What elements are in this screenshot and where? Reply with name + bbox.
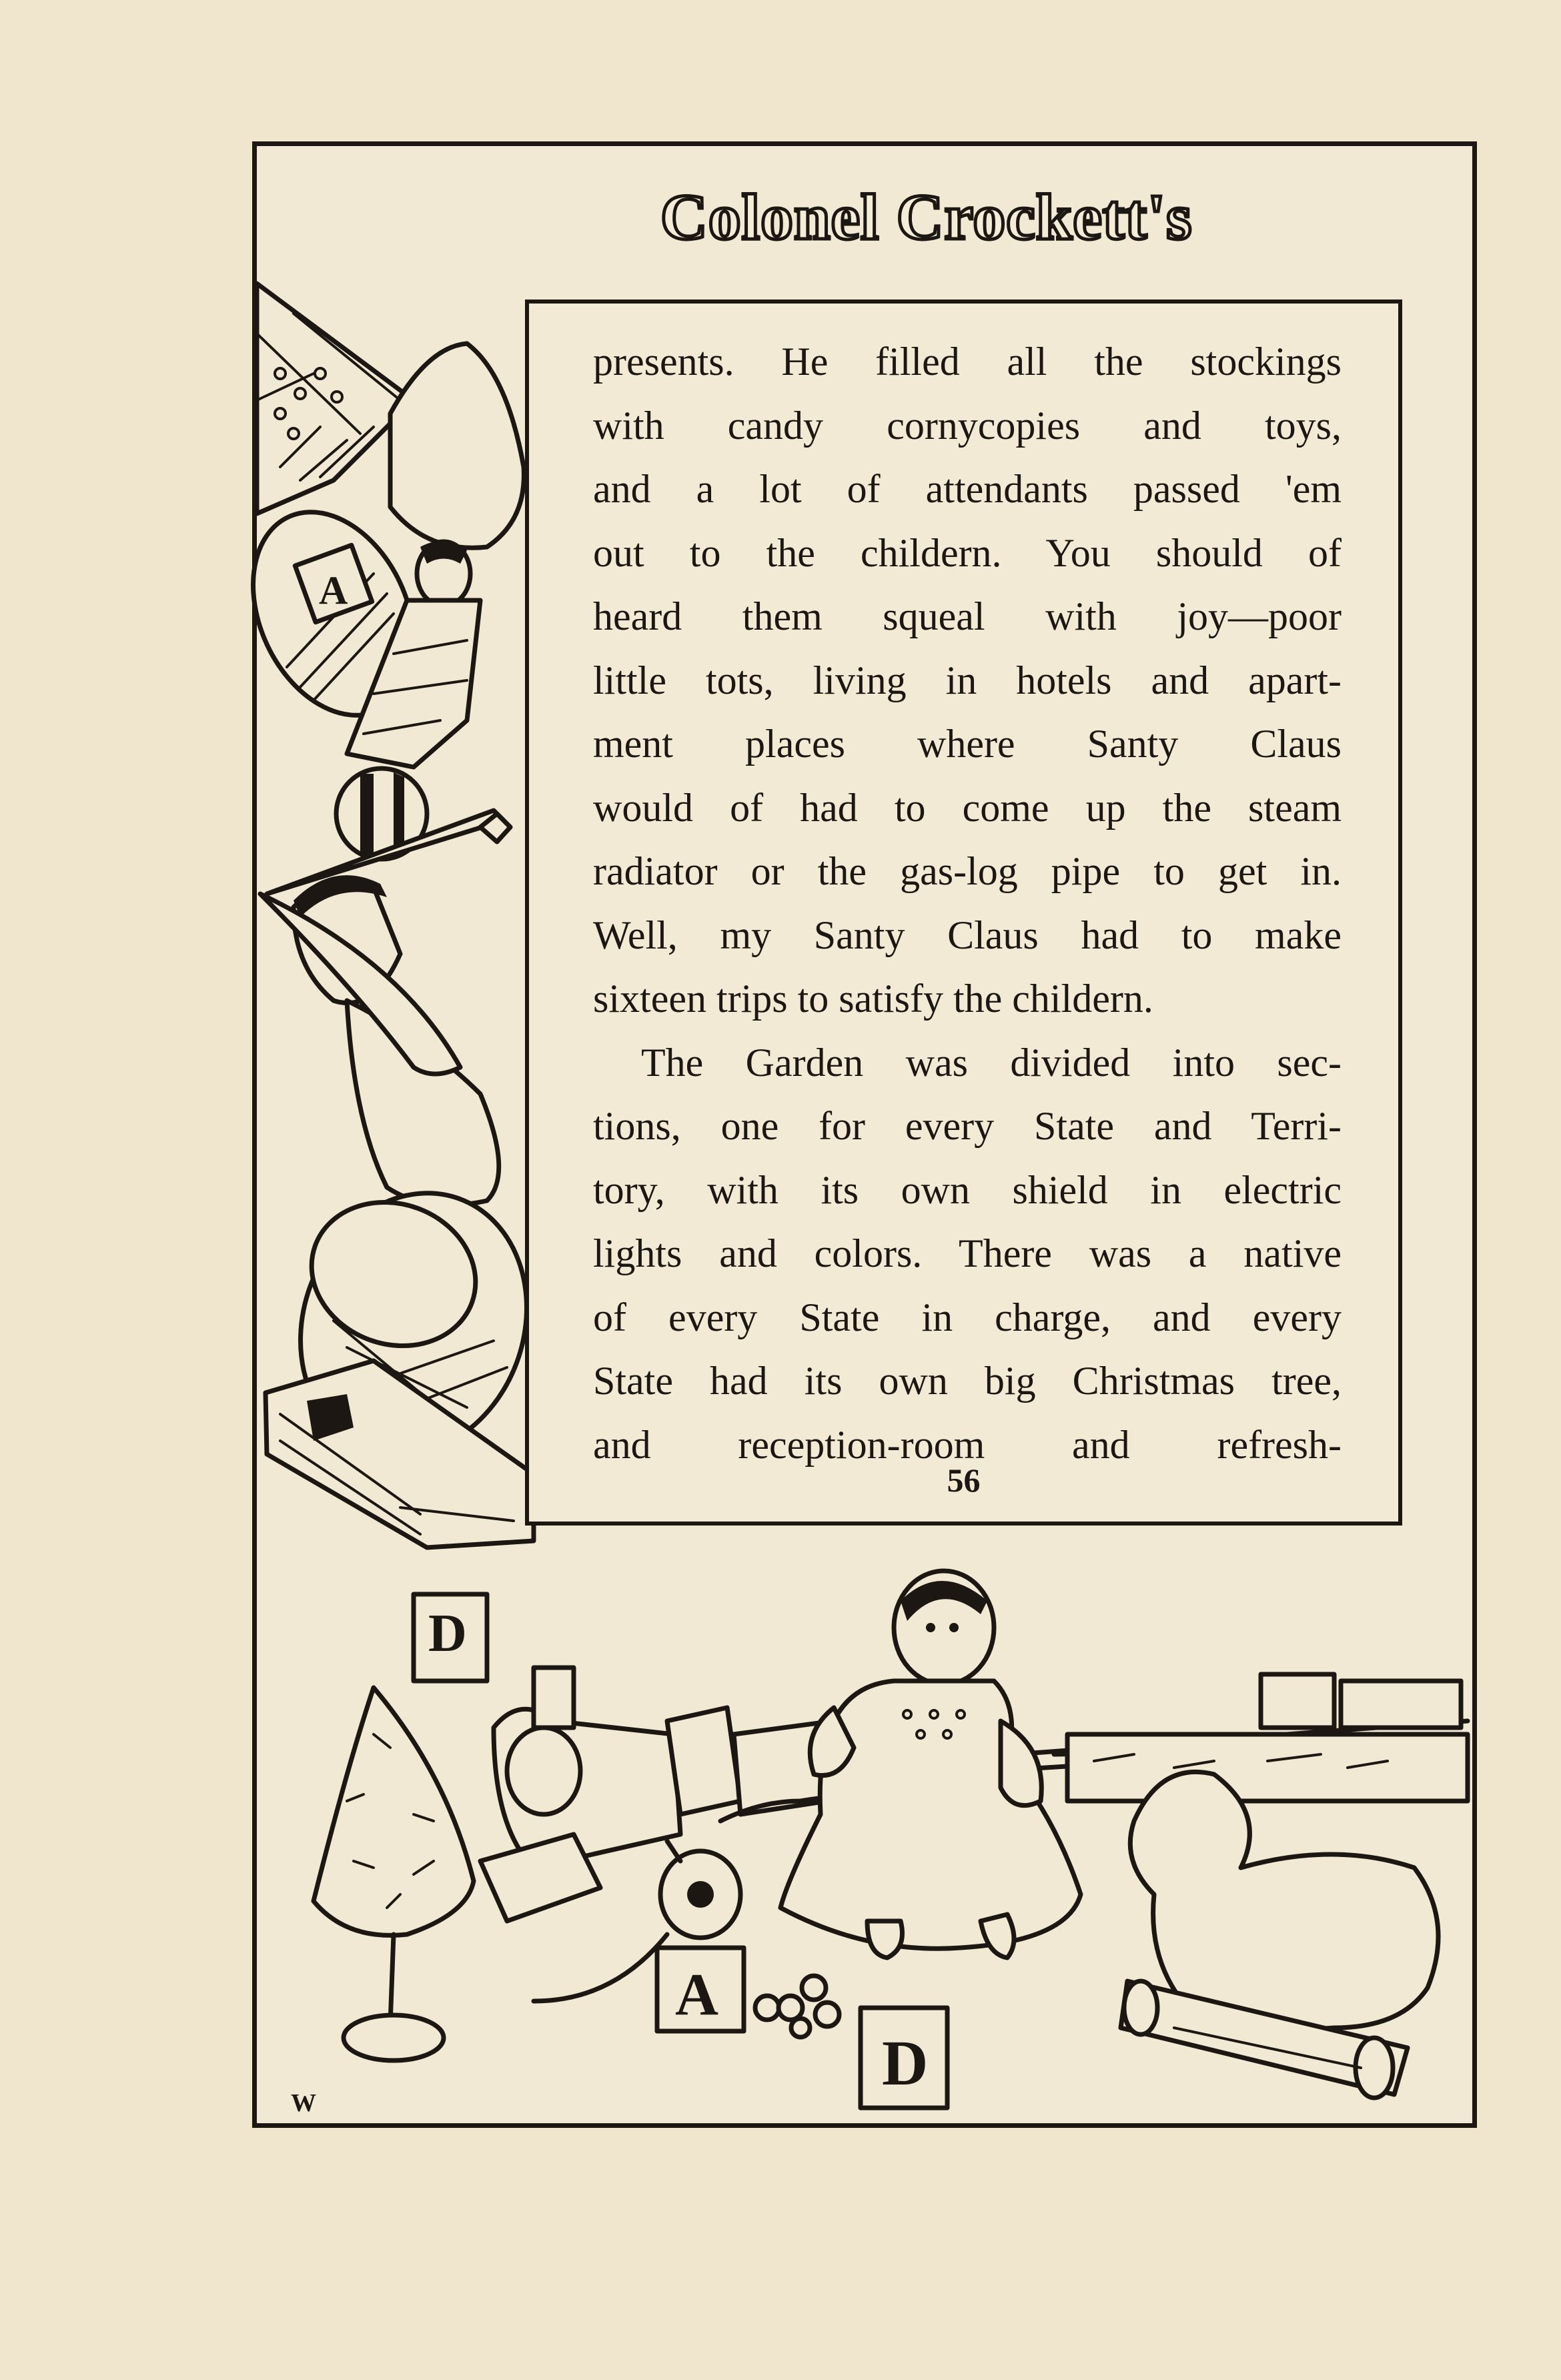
- text-line: and a lot of attendants passed 'em: [593, 467, 1342, 511]
- text-line: radiator or the gas-log pipe to get in.: [593, 849, 1342, 893]
- text-line: ment places where Santy Claus: [593, 722, 1342, 766]
- text-line: and reception-room and refresh-: [593, 1422, 1342, 1467]
- text-line: lights and colors. There was a native: [593, 1231, 1342, 1275]
- sack-icon: [390, 344, 524, 548]
- text-line: would of had to come up the steam: [593, 785, 1342, 830]
- beads-icon: [755, 1976, 839, 2037]
- running-head: Colonel Crockett's: [660, 181, 1193, 253]
- svg-text:D: D: [882, 2027, 929, 2099]
- letter-block-icon: [414, 1594, 487, 1681]
- train-cars-icon: [1067, 1674, 1468, 1801]
- svg-text:A: A: [675, 1962, 718, 2028]
- toy-sheep-icon: [1121, 1772, 1438, 2098]
- svg-text:D: D: [428, 1604, 467, 1663]
- toy-tree-icon: [314, 1688, 474, 2060]
- text-line: little tots, living in hotels and apart-: [593, 658, 1342, 702]
- body-text: [593, 330, 1342, 1477]
- text-line: State had its own big Christmas tree,: [593, 1359, 1342, 1403]
- text-line: heard them squeal with joy—poor: [593, 594, 1342, 638]
- text-line: Well, my Santy Claus had to make: [593, 913, 1342, 957]
- text-line: presents. He filled all the stockings: [593, 340, 1342, 384]
- text-line: tory, with its own shield in electric: [593, 1167, 1342, 1212]
- text-line: with candy cornycopies and toys,: [593, 403, 1342, 448]
- text-line: out to the childern. You should of: [593, 530, 1342, 575]
- text-line: of every State in charge, and every: [593, 1295, 1342, 1339]
- letter-block-icon: [657, 1948, 744, 2031]
- text-line: The Garden was divided into sec-: [641, 1040, 1342, 1085]
- artist-monogram: W: [291, 2089, 316, 2117]
- text-panel: [525, 300, 1402, 1526]
- santa-toy-icon: [260, 810, 510, 1205]
- text-line: tions, one for every State and Terri-: [593, 1104, 1342, 1148]
- text-line: sixteen trips to satisfy the childern.: [593, 977, 1153, 1021]
- doll-icon: [780, 1571, 1081, 1958]
- svg-text:A: A: [319, 568, 348, 612]
- letter-block-icon: [861, 2008, 947, 2108]
- page-number: 56: [947, 1461, 981, 1499]
